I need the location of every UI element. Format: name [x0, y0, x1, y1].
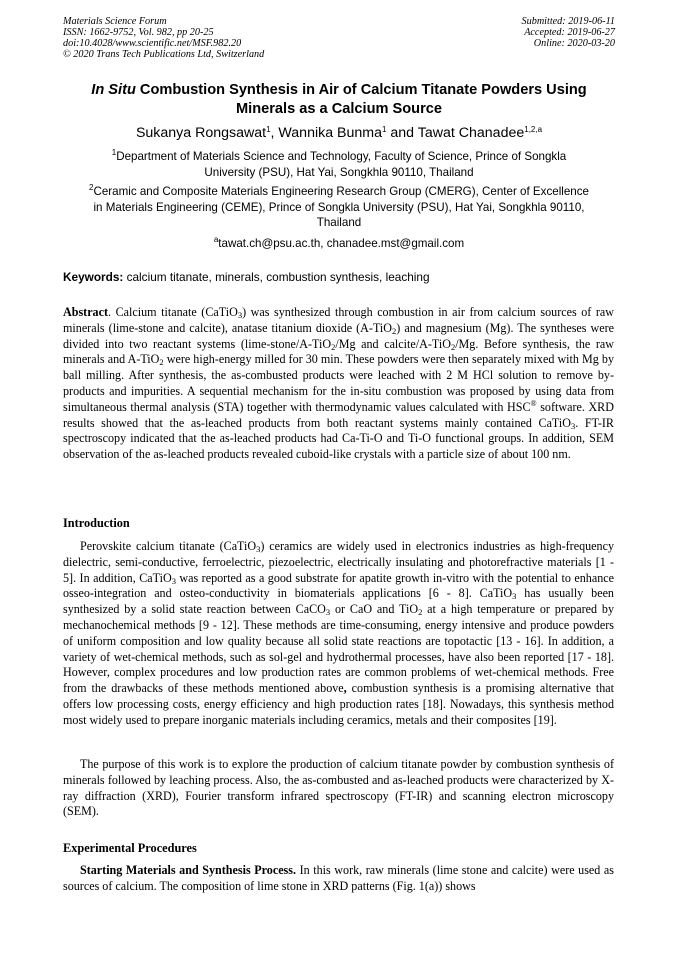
- email-mark: a: [213, 235, 219, 244]
- subscript: 2: [331, 341, 336, 352]
- journal-doi[interactable]: doi:10.4028/www.scientific.net/MSF.982.20: [63, 38, 242, 49]
- paragraph-text: was reported as a good substrate for apatite growth in-vitro with the potential to enhance osseo-integration and osteo-conductivity in biomaterials applications [6 - 8]. CaTiO: [63, 570, 614, 601]
- introduction-paragraph-1: [63, 539, 614, 729]
- paragraph-text: In this work, raw minerals (lime stone and calcite) were used as sources of calcium. The composition of lime stone in XRD patterns (Fig. 1(a)) shows: [63, 863, 614, 893]
- abstract-text: software. XRD results showed that the as-leached products from both reactant systems mainly contained CaTiO: [63, 399, 614, 430]
- registered-mark: ®: [530, 398, 537, 408]
- title-line-1: Combustion Synthesis in Air of Calcium Titanate Powders Using: [135, 82, 587, 98]
- paragraph-text: has usually been synthesized by a solid state reaction between CaCO: [63, 586, 614, 617]
- accepted-date: Accepted: 2019-06-27: [524, 27, 615, 38]
- section-heading-introduction: Introduction: [63, 516, 130, 530]
- paragraph-text: at a high temperature or prepared by mechanochemical methods [9 - 12]. These methods are time-consuming, energy intensive and produce powders of uniform composition and low quality because all solid state reactions are topotactic [13 - 16]. In addition, a variety of wet-chemical methods, such as sol-gel and hydrothermal processes, have also been reported [17 - 18]. However, complex procedures and low production rates are common problems of wet-chemical methods. Free from the drawbacks of these methods mentioned above: [63, 602, 615, 696]
- affiliation-mark: 2: [89, 183, 94, 192]
- subscript: 2: [418, 607, 423, 618]
- author-name: Sukanya Rongsawat: [135, 125, 267, 141]
- subscript: 3: [171, 575, 176, 586]
- affiliation-mark: 1: [111, 148, 117, 157]
- abstract-label: Abstract: [63, 305, 109, 319]
- title-italic: In Situ: [91, 82, 136, 98]
- copyright: © 2020 Trans Tech Publications Ltd, Switzerland: [63, 49, 265, 60]
- affiliation-line: University (PSU), Hat Yai, Songkhla 90110, Thailand: [204, 165, 474, 179]
- author-name: Wannika Bunma: [278, 125, 382, 141]
- affiliation-line: Thailand: [316, 216, 362, 230]
- journal-issn: ISSN: 1662-9752, Vol. 982, pp 20-25: [63, 27, 214, 38]
- affiliation-line: Ceramic and Composite Materials Engineering Research Group (CMERG), Center of Excellence: [93, 185, 589, 198]
- journal-name: Materials Science Forum: [63, 16, 167, 27]
- affiliation-line: Department of Materials Science and Technology, Faculty of Science, Prince of Songkla: [116, 150, 567, 163]
- abstract-text: . FT-IR spectroscopy indicated that the as-leached products had Ca-Ti-O and Ti-O functional groups. In addition, SEM observation of the as-leached products revealed cuboid-like crystals with a particle size of about 100 nm.: [63, 415, 614, 462]
- subscript: 3: [256, 544, 261, 554]
- keywords: [63, 270, 623, 285]
- author-separator: ,: [270, 125, 279, 141]
- subscript: 2: [450, 341, 456, 352]
- paper-title: [55, 81, 623, 119]
- abstract-text: ) was synthesized through combustion in air from calcium sources of raw minerals (lime-stone and calcite), anatase titanium dioxide (A-TiO: [63, 305, 614, 335]
- keywords-label: Keywords:: [63, 270, 124, 284]
- author-separator: and: [386, 125, 418, 141]
- paragraph-text: or CaO and TiO: [330, 602, 419, 617]
- abstract-text: . Calcium titanate (CaTiO: [108, 305, 238, 319]
- affiliation-2: [58, 184, 620, 231]
- title-line-2: Minerals as a Calcium Source: [235, 101, 443, 117]
- subscript: 3: [512, 591, 517, 602]
- subscript: 3: [325, 607, 331, 618]
- section-heading-experimental: Experimental Procedures: [63, 841, 197, 855]
- subsection-lead: Starting Materials and Synthesis Process.: [80, 863, 296, 877]
- paragraph-text: combustion synthesis is a promising alternative that offers low processing costs, energy efficiency and high production rates [18]. Nowadays, this synthesis method most widely used to prepare inorganic materials including ceramics, metals and their composites [19].: [63, 681, 614, 727]
- abstract-text: /Mg. Before synthesis, the raw minerals and A-TiO: [63, 336, 614, 367]
- introduction-paragraph-2: The purpose of this work is to explore the production of calcium titanate powder by combustion synthesis of minerals followed by leaching process. Also, the as-combusted and as-leached products were characterized by X-ray diffraction (XRD), Fourier transform infrared spectroscopy (FT-IR) and scanning electron microscopy (SEM).: [63, 757, 614, 819]
- author-affiliation-mark: 1: [382, 125, 387, 134]
- subscript: 3: [237, 310, 243, 320]
- keywords-text: calcium titanate, minerals, combustion synthesis, leaching: [123, 270, 430, 284]
- author-affiliation-mark: 1,2,a: [524, 125, 543, 134]
- paragraph-text: Perovskite calcium titanate (CaTiO: [80, 539, 257, 553]
- publication-dates: [522, 16, 615, 49]
- author-affiliation-mark: 1: [266, 125, 271, 134]
- subscript: 3: [571, 420, 576, 431]
- subscript: 2: [392, 325, 397, 336]
- affiliation-line: in Materials Engineering (CEME), Prince of Songkla University (PSU), Hat Yai, Songkhla 90110,: [93, 200, 585, 214]
- author-name: Tawat Chanadee: [417, 125, 525, 141]
- author-list: [40, 124, 638, 142]
- subscript: 2: [159, 357, 164, 368]
- experimental-paragraph-1: [63, 863, 614, 895]
- abstract-text: /Mg and calcite/A-TiO: [335, 336, 451, 351]
- journal-info: [63, 16, 264, 60]
- contact-email: [58, 236, 620, 252]
- email-addresses[interactable]: tawat.ch@psu.ac.th, chanadee.mst@gmail.com: [218, 237, 465, 250]
- affiliation-1: [58, 149, 620, 180]
- bold-comma: ,: [343, 681, 347, 696]
- online-date: Online: 2020-03-20: [533, 38, 615, 49]
- paragraph-text: ) ceramics are widely used in electronics industries as high-frequency dielectric, semi-conductive, ferroelectric, piezoelectric, electrically insulating and photorefractive materials [1 - 5]. In addition, CaTiO: [63, 539, 614, 585]
- submitted-date: Submitted: 2019-06-11: [521, 16, 615, 27]
- abstract-text: were high-energy milled for 30 min. These powders were then separately mixed with Mg by ball milling. After synthesis, the as-combusted products were leached with 2 M HCl solution to remove by-products and impurities. A sequential mechanism for the in-situ combustion was proposed by using data from simultaneous thermal analysis (STA) together with thermodynamic values calculated with HSC: [63, 352, 614, 414]
- abstract: [63, 305, 614, 463]
- abstract-text: ) and magnesium (Mg). The syntheses were divided into two reactant systems (lime-stone/A-TiO: [63, 320, 615, 351]
